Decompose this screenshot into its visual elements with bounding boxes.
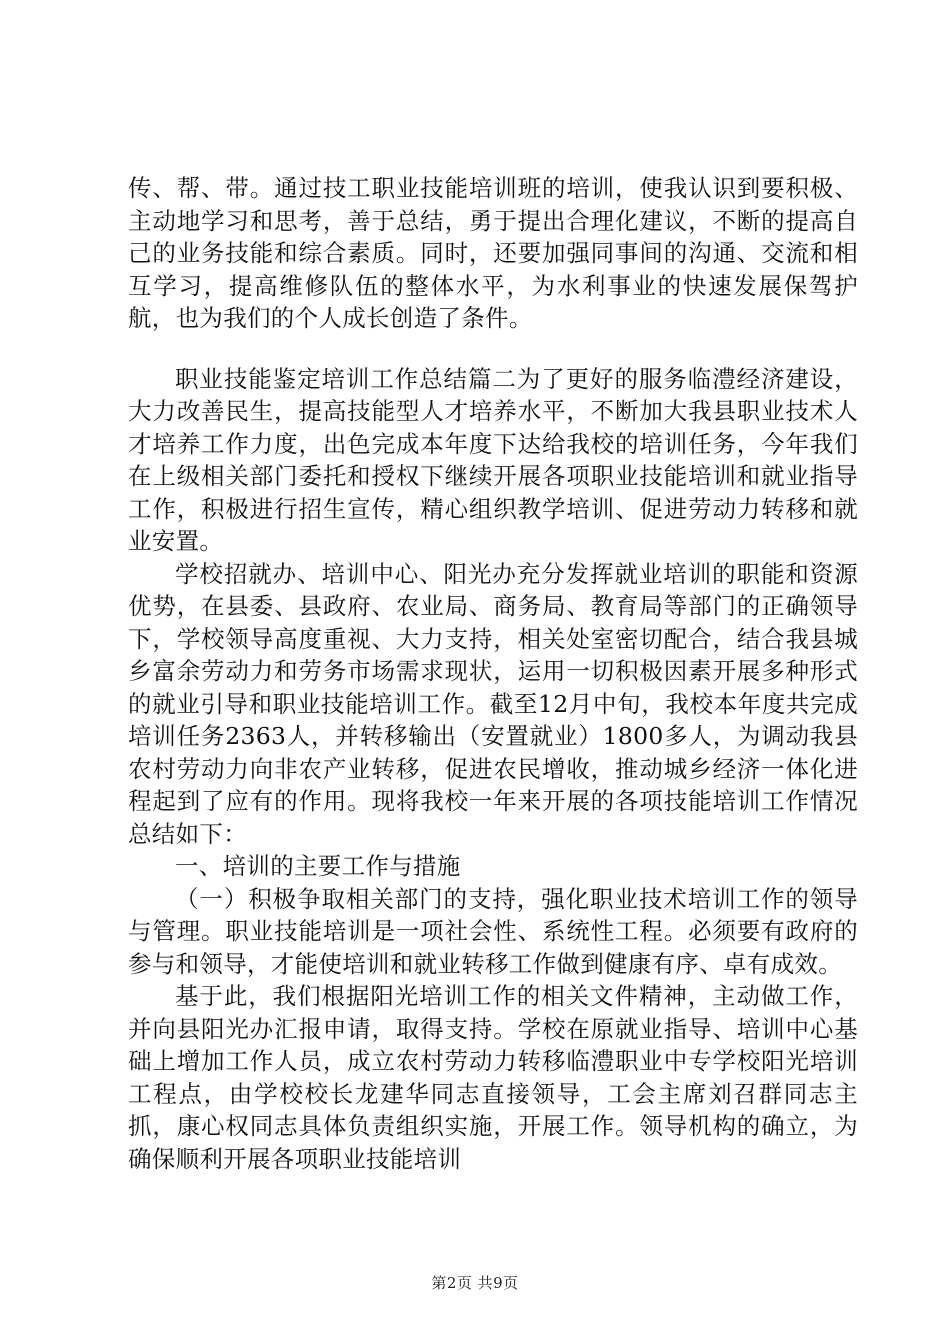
paragraph-gap <box>128 335 858 363</box>
document-body <box>128 172 858 1175</box>
paragraph-section-two-intro: 职业技能鉴定培训工作总结篇二为了更好的服务临澧经济建设，大力改善民生，提高技能型人才培养水平，不断加大我县职业技术人才培养工作力度，出色完成本年度下达给我校的培训任务，今年我们在上级相关部门委托和授权下继续开展各项职业技能培训和就业指导工作，积极进行招生宣传，精心组织教学培训、促进劳动力转移和就业安置。 <box>128 364 858 555</box>
page-number-footer: 第2页 共9页 <box>431 1274 519 1292</box>
paragraph-subsection-one: （一）积极争取相关部门的支持，强化职业技术培训工作的领导与管理。职业技能培训是一项社会性、系统性工程。必须要有政府的参与和领导，才能使培训和就业转移工作做到健康有序、卓有成效。 <box>128 884 858 978</box>
section-heading: 一、培训的主要工作与措施 <box>175 852 461 880</box>
paragraph-continuation: 传、帮、带。通过技工职业技能培训班的培训，使我认识到要积极、主动地学习和思考，善于总结，勇于提出合理化建议，不断的提高自己的业务技能和综合素质。同时，还要加强同事间的沟通、交流和相互学习，提高维修队伍的整体水平，为水利事业的快速发展保驾护航，也为我们的个人成长创造了条件。 <box>128 174 858 332</box>
paragraph-measures: 基于此，我们根据阳光培训工作的相关文件精神，主动做工作，并向县阳光办汇报申请，取得支持。学校在原就业指导、培训中心基础上增加工作人员，成立农村劳动力转移临澧职业中专学校阳光培训工程点，由学校校长龙建华同志直接领导，工会主席刘召群同志主抓，康心权同志具体负责组织实施，开展工作。领导机构的确立，为确保顺利开展各项职业技能培训 <box>128 982 858 1173</box>
paragraph-school-overview: 学校招就办、培训中心、阳光办充分发挥就业培训的职能和资源优势，在县委、县政府、农业局、商务局、教育局等部门的正确领导下，学校领导高度重视、大力支持，相关处室密切配合，结合我县城乡富余劳动力和劳务市场需求现状，运用一切积极因素开展多种形式的就业引导和职业技能培训工作。截至12月中旬，我校本年度共完成培训任务2363人，并转移输出（安置就业）1800多人，为调动我县农村劳动力向非农产业转移，促进农民增收，推动城乡经济一体化进程起到了应有的作用。现将我校一年来开展的各项技能培训工作情况总结如下： <box>128 559 858 848</box>
